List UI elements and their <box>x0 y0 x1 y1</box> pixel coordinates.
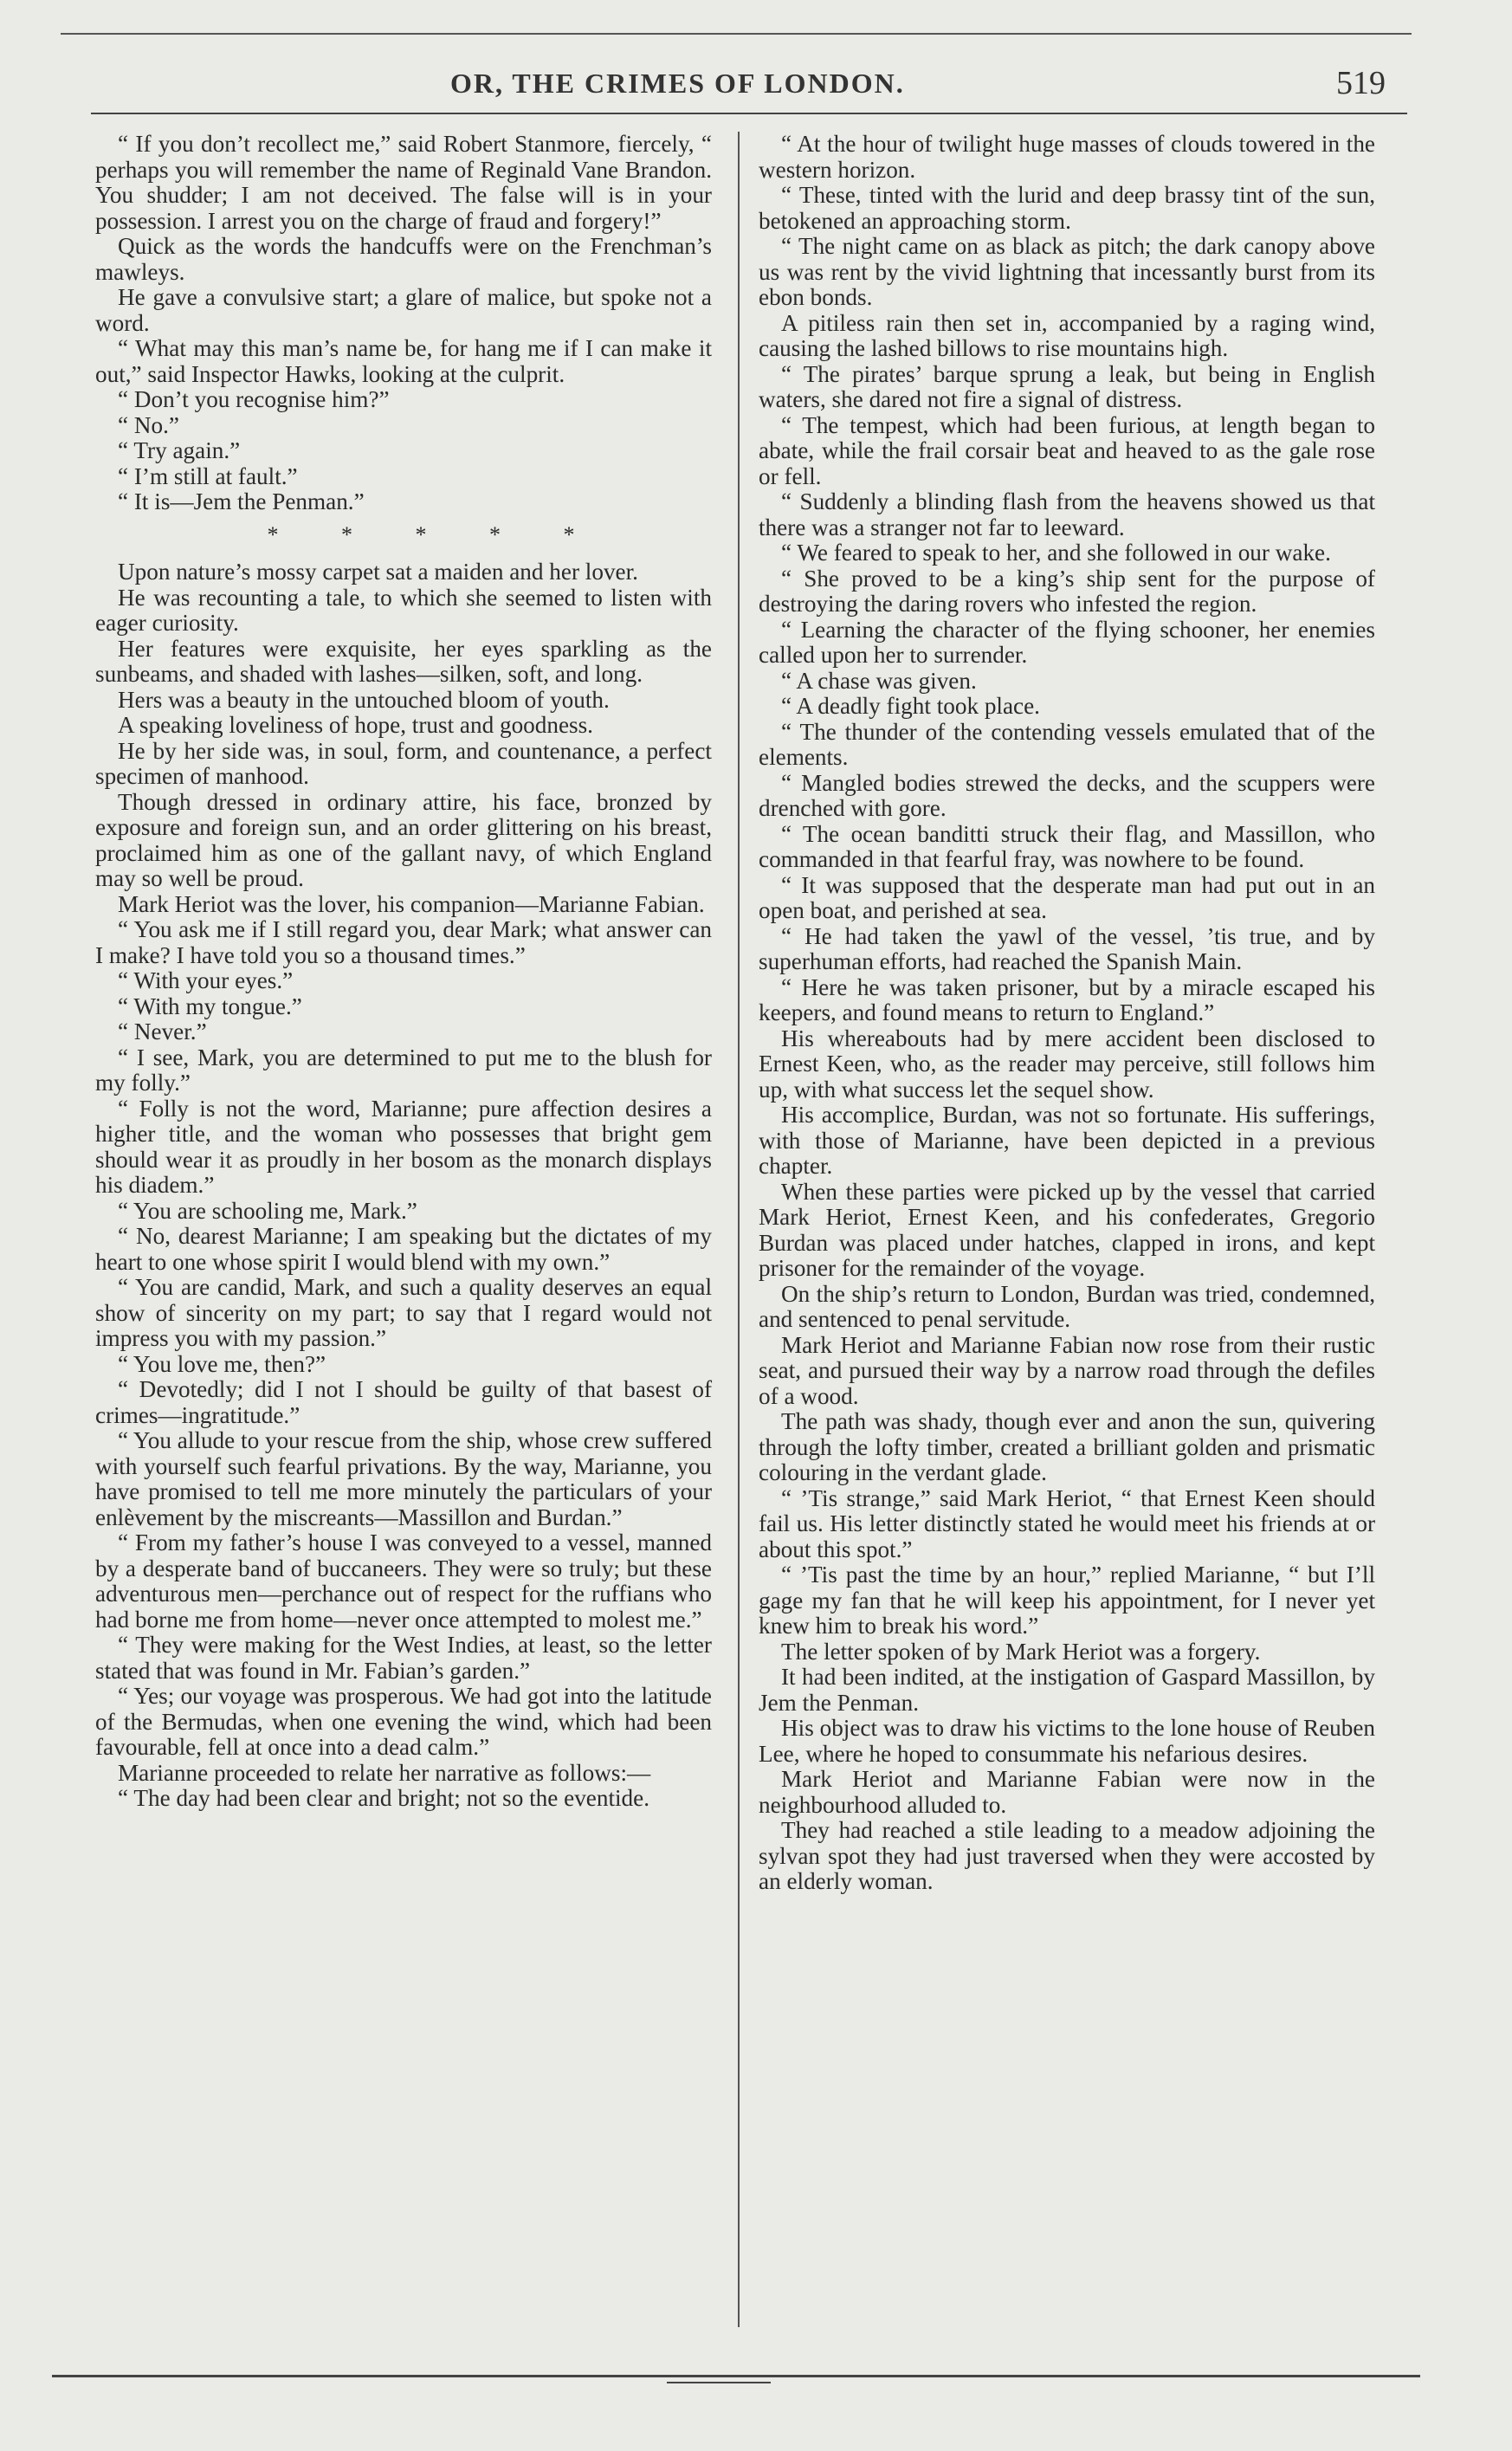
paragraph: Mark Heriot was the lover, his companion—Marianne Fabian. <box>118 890 705 917</box>
paragraph: Hers was a beauty in the untouched bloom of youth. <box>118 686 610 713</box>
paragraph: Mark Heriot and Marianne Fabian were now in the neighbourhood alluded to. <box>759 1766 1375 1818</box>
paragraph: He gave a convulsive start; a glare of malice, but spoke not a word. <box>95 284 712 336</box>
paragraph: His whereabouts had by mere accident been disclosed to Ernest Keen, who, as the reader may perceive, still follows him up, with what success let the sequel show. <box>759 1025 1375 1103</box>
paragraph: “ Learning the character of the flying schooner, her enemies called upon her to surrender. <box>759 616 1375 668</box>
paragraph: “ The pirates’ barque sprung a leak, but being in English waters, she dared not fire a signal of distress. <box>759 360 1375 412</box>
paragraph: “ These, tinted with the lurid and deep brassy tint of the sun, betokened an approaching storm. <box>759 182 1375 234</box>
paragraph: Upon nature’s mossy carpet sat a maiden and her lover. <box>118 559 638 585</box>
paragraph: “ Suddenly a blinding flash from the heavens showed us that there was a stranger not far to leeward. <box>759 488 1375 540</box>
paragraph: The letter spoken of by Mark Heriot was a forgery. <box>781 1638 1261 1665</box>
paragraph: “ Don’t you recognise him?” <box>118 386 390 412</box>
paragraph: “ ’Tis past the time by an hour,” replied Marianne, “ but I’ll gage my fan that he will keep his appointment, for I never yet knew him to break his word.” <box>759 1562 1375 1639</box>
paragraph: Marianne proceeded to relate her narrative as follows:— <box>118 1759 651 1786</box>
paragraph: “ You are candid, Mark, and such a quality deserves an equal show of sincerity on my part; to say that I regard would not impress you with my passion.” <box>95 1274 712 1351</box>
paragraph: “ At the hour of twilight huge masses of clouds towered in the western horizon. <box>759 131 1375 183</box>
paragraph: “ I see, Mark, you are determined to put me to the blush for my folly.” <box>95 1044 712 1096</box>
paragraph: “ The night came on as black as pitch; the dark canopy above us was rent by the vivid lightning that incessantly burst from its ebon bonds. <box>759 233 1375 310</box>
paragraph: It had been indited, at the instigation of Gaspard Massillon, by Jem the Penman. <box>759 1664 1375 1716</box>
paragraph: “ The ocean banditti struck their flag, and Massillon, who commanded in that fearful fray, was nowhere to be found. <box>759 820 1375 872</box>
paragraph: Her features were exquisite, her eyes sparkling as the sunbeams, and shaded with lashes—silken, soft, and long. <box>95 635 712 687</box>
paragraph: “ What may this man’s name be, for hang me if I can make it out,” said Inspector Hawks, looking at the culprit. <box>95 335 712 387</box>
paragraph: His object was to draw his victims to the lone house of Reuben Lee, where he hoped to consummate his nefarious desires. <box>759 1715 1375 1767</box>
paragraph: On the ship’s return to London, Burdan was tried, condemned, and sentenced to penal servitude. <box>759 1280 1375 1332</box>
paragraph: “ With your eyes.” <box>118 967 294 993</box>
paragraph: When these parties were picked up by the vessel that carried Mark Heriot, Ernest Keen, and his confederates, Gregorio Burdan was placed under hatches, clapped in irons, and kept prisoner for the remainder of the voyage. <box>759 1178 1375 1281</box>
page-number: 519 <box>1336 65 1386 101</box>
paragraph: “ She proved to be a king’s ship sent for the purpose of destroying the daring rovers who infested the region. <box>759 565 1375 617</box>
left-column <box>95 132 712 1812</box>
running-title: OR, THE CRIMES OF LONDON. <box>450 68 905 99</box>
paragraph: They had reached a stile leading to a meadow adjoining the sylvan spot they had just traversed when they were accosted by an elderly woman. <box>759 1817 1375 1894</box>
top-rule <box>61 33 1412 35</box>
paragraph: “ He had taken the yawl of the vessel, ’tis true, and by superhuman efforts, had reached the Spanish Main. <box>759 922 1375 974</box>
paragraph: “ If you don’t recollect me,” said Robert Stanmore, fiercely, “ perhaps you will remember the name of Reginald Vane Brandon. You shudder; I am not deceived. The false will is in your possession. I arrest you on the charge of fraud and forgery!” <box>95 131 712 234</box>
paragraph: “ With my tongue.” <box>118 993 302 1019</box>
paragraph: “ Here he was taken prisoner, but by a miracle escaped his keepers, and found means to return to England.” <box>759 973 1375 1025</box>
paragraph: “ Try again.” <box>118 437 241 463</box>
paragraph: “ The day had been clear and bright; not so the eventide. <box>118 1785 650 1811</box>
paragraph: He by her side was, in soul, form, and countenance, a perfect specimen of manhood. <box>95 737 712 789</box>
paragraph: “ Never.” <box>118 1019 207 1044</box>
right-column <box>759 132 1375 1895</box>
paragraph: His accomplice, Burdan, was not so fortunate. His sufferings, with those of Marianne, have been depicted in a previous chapter. <box>759 1102 1375 1179</box>
paragraph: “ The thunder of the contending vessels emulated that of the elements. <box>759 718 1375 770</box>
paragraph: He was recounting a tale, to which she seemed to listen with eager curiosity. <box>95 584 712 636</box>
header-rule <box>91 113 1407 114</box>
paragraph: “ It was supposed that the desperate man had put out in an open boat, and perished at sea. <box>759 871 1375 923</box>
paragraph: “ Folly is not the word, Marianne; pure affection desires a higher title, and the woman who possesses that bright gem should wear it as proudly in her bosom as the monarch displays his diadem.” <box>95 1095 712 1198</box>
paragraph: “ Devotedly; did I not I should be guilty of that basest of crimes—ingratitude.” <box>95 1376 712 1428</box>
paragraph: “ It is—Jem the Penman.” <box>118 488 365 514</box>
paragraph: “ Mangled bodies strewed the decks, and the scuppers were drenched with gore. <box>759 769 1375 821</box>
paragraph: “ No.” <box>118 411 179 438</box>
column-divider <box>738 132 740 2327</box>
paragraph: “ They were making for the West Indies, at least, so the letter stated that was found in Mr. Fabian’s garden.” <box>95 1632 712 1684</box>
paragraph: “ ’Tis strange,” said Mark Heriot, “ that Ernest Keen should fail us. His letter distinctly stated he would meet his friends at or about this spot.” <box>759 1484 1375 1562</box>
bottom-rule <box>52 2375 1420 2377</box>
paragraph: “ A deadly fight took place. <box>781 693 1040 719</box>
paragraph: “ You love me, then?” <box>118 1350 326 1377</box>
paragraph: “ No, dearest Marianne; I am speaking but the dictates of my heart to one whose spirit I would blend with my own.” <box>95 1223 712 1275</box>
paragraph: Mark Heriot and Marianne Fabian now rose from their rustic seat, and pursued their way by a narrow road through the defiles of a wood. <box>759 1331 1375 1409</box>
paragraph: A pitiless rain then set in, accompanied by a raging wind, causing the lashed billows to rise mountains high. <box>759 309 1375 361</box>
bottom-rule-accent <box>667 2382 771 2383</box>
paragraph: The path was shady, though ever and anon the sun, quivering through the lofty timber, created a brilliant golden and prismatic colouring in the verdant glade. <box>759 1408 1375 1485</box>
paragraph: “ Yes; our voyage was prosperous. We had got into the latitude of the Bermudas, when one evening the wind, which had been favourable, fell at once into a dead calm.” <box>95 1683 712 1760</box>
paragraph: “ You allude to your rescue from the ship, whose crew suffered with yourself such fearful privations. By the way, Marianne, you have promised to tell me more minutely the particulars of your enlèvement by the miscreants—Massillon and Burdan.” <box>95 1427 712 1530</box>
paragraph: “ We feared to speak to her, and she followed in our wake. <box>781 540 1331 566</box>
paragraph: Quick as the words the handcuffs were on the Frenchman’s mawleys. <box>95 233 712 285</box>
paragraph: “ From my father’s house I was conveyed to a vessel, manned by a desperate band of buccaneers. They were so truly; but these adventurous men—perchance out of respect for the ruffians who had borne me from home—never once attempted to molest me.” <box>95 1529 712 1633</box>
paragraph: “ You are schooling me, Mark.” <box>118 1197 417 1224</box>
paragraph: Though dressed in ordinary attire, his face, bronzed by exposure and foreign sun, and an order glittering on his breast, proclaimed him as one of the gallant navy, of which England may so well be proud. <box>95 788 712 891</box>
paragraph: “ The tempest, which had been furious, at length began to abate, while the frail corsair beat and heaved to as the gale rose or fell. <box>759 411 1375 489</box>
paragraph: A speaking loveliness of hope, trust and goodness. <box>118 712 593 738</box>
paragraph: * * * * * <box>267 521 575 547</box>
paragraph: “ I’m still at fault.” <box>118 462 298 489</box>
paragraph: “ A chase was given. <box>781 667 977 694</box>
paragraph: “ You ask me if I still regard you, dear Mark; what answer can I make? I have told you so a thousand times.” <box>95 916 712 968</box>
